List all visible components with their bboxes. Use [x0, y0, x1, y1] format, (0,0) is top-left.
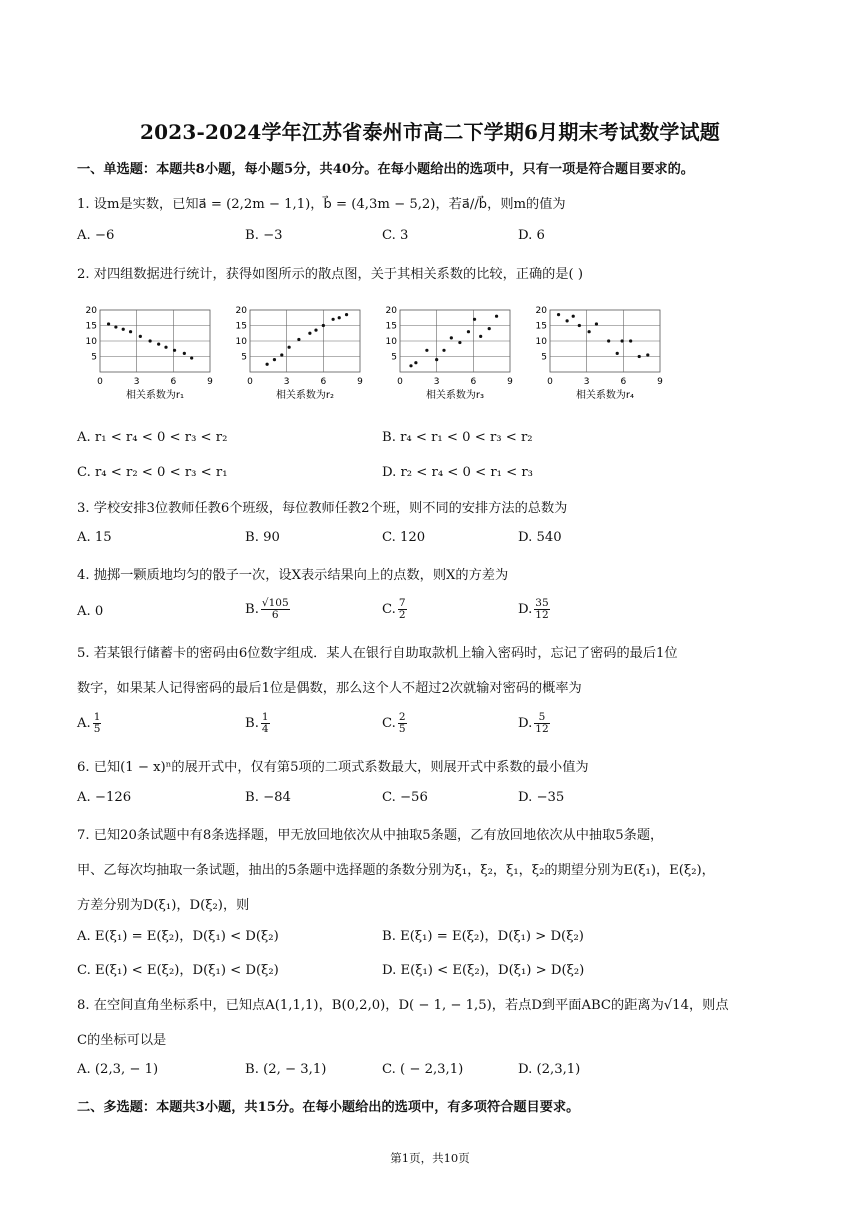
question-4-stem: 4. 抛掷一颗质地均匀的骰子一次，设X表示结果向上的点数，则X的方差为 [77, 568, 509, 583]
data-point [450, 336, 453, 339]
y-tick-label: 15 [235, 321, 247, 332]
x-tick-label: 9 [657, 377, 663, 387]
q1-option-a: A. −6 [77, 228, 115, 243]
data-point [409, 364, 412, 367]
x-tick-label: 0 [97, 377, 103, 387]
data-point [273, 358, 276, 361]
data-point [616, 352, 619, 355]
data-point [566, 319, 569, 322]
data-point [183, 352, 186, 355]
q5-option-b: B. $\frac{1}{4}$ [245, 711, 269, 735]
data-point [467, 330, 470, 333]
q6-option-b: B. −84 [245, 790, 291, 805]
data-point [157, 343, 160, 346]
plot-caption: 相关系数为r₃ [425, 390, 485, 401]
data-point [338, 316, 341, 319]
scatter-plot-2 [230, 300, 370, 410]
data-point [297, 338, 300, 341]
q3-option-d: D. 540 [518, 530, 562, 545]
data-point [122, 328, 125, 331]
y-tick-label: 20 [385, 306, 397, 316]
data-point [345, 313, 348, 316]
q4-option-b: B. $\frac{√105}{6}$ [245, 597, 289, 621]
question-7-stem-line1: 7. 已知20条试题中有8条选择题，甲无放回地依次从中抽取5条题，乙有放回地依次从中抽取5条题， [77, 828, 664, 843]
y-tick-label: 5 [541, 352, 547, 363]
q8-option-b: B. (2, − 3,1) [245, 1062, 327, 1077]
x-tick-label: 3 [433, 377, 440, 387]
data-point [322, 324, 325, 327]
data-point [107, 322, 110, 325]
q8-option-a: A. (2,3, − 1) [77, 1062, 159, 1077]
x-tick-label: 0 [397, 377, 403, 387]
data-point [114, 325, 117, 328]
question-8-stem-line1: 8. 在空间直角坐标系中，已知点A(1,1,1)，B(0,2,0)，D( − 1, − 1,5)，若点D到平面ABC的距离为√14，则点 [77, 998, 729, 1013]
x-tick-label: 6 [470, 377, 477, 387]
data-point [621, 339, 624, 342]
data-point [266, 363, 269, 366]
q3-option-c: C. 120 [382, 530, 426, 545]
section-multiple-choice: 二、多选题：本题共3小题，共15分。在每小题给出的选项中，有多项符合题目要求。 [77, 1100, 580, 1115]
plot-caption: 相关系数为r₂ [275, 390, 335, 401]
q5-option-d: D. $\frac{5}{12}$ [518, 711, 549, 735]
q4-option-a: A. 0 [77, 604, 104, 619]
data-point [414, 361, 417, 364]
data-point [557, 313, 560, 316]
x-tick-label: 3 [133, 377, 140, 387]
question-5-stem-line1: 5. 若某银行储蓄卡的密码由6位数字组成．某人在银行自助取款机上输入密码时，忘记了密码的最后1位 [77, 646, 678, 661]
data-point [308, 332, 311, 335]
question-2-stem: 2. 对四组数据进行统计，获得如图所示的散点图，关于其相关系数的比较，正确的是( ) [77, 267, 584, 282]
q8-option-c: C. ( − 2,3,1) [382, 1062, 464, 1077]
data-point [149, 339, 152, 342]
data-point [479, 335, 482, 338]
x-tick-label: 3 [283, 377, 290, 387]
q8-option-d: D. (2,3,1) [518, 1062, 581, 1077]
x-tick-label: 0 [547, 377, 553, 387]
q1-option-c: C. 3 [382, 228, 409, 243]
q7-option-c: C. E(ξ₁) < E(ξ₂)，D(ξ₁) < D(ξ₂) [77, 963, 279, 978]
q2-option-c: C. r₄ < r₂ < 0 < r₃ < r₁ [77, 465, 228, 480]
question-3-stem: 3. 学校安排3位教师任教6个班级，每位教师任教2个班，则不同的安排方法的总数为 [77, 501, 568, 516]
question-7-stem-line3: 方差分别为D(ξ₁)，D(ξ₂)，则 [77, 898, 250, 913]
data-point [190, 356, 193, 359]
y-tick-label: 15 [535, 321, 547, 332]
question-8-stem-line2: C的坐标可以是 [77, 1033, 167, 1048]
data-point [629, 339, 632, 342]
y-tick-label: 20 [85, 306, 97, 316]
plot-caption: 相关系数为r₁ [125, 390, 185, 401]
data-point [572, 315, 575, 318]
data-point [442, 349, 445, 352]
x-tick-label: 9 [357, 377, 363, 387]
q6-option-d: D. −35 [518, 790, 565, 805]
data-point [473, 318, 476, 321]
x-tick-label: 6 [620, 377, 627, 387]
y-tick-label: 10 [85, 337, 97, 347]
x-tick-label: 9 [207, 377, 213, 387]
data-point [607, 339, 610, 342]
scatter-plot-3 [380, 300, 520, 410]
q1-option-b: B. −3 [245, 228, 283, 243]
data-point [495, 315, 498, 318]
data-point [129, 330, 132, 333]
x-tick-label: 3 [583, 377, 590, 387]
q7-option-a: A. E(ξ₁) = E(ξ₂)，D(ξ₁) < D(ξ₂) [77, 929, 279, 944]
data-point [139, 335, 142, 338]
q6-option-c: C. −56 [382, 790, 428, 805]
q4-option-d: D. $\frac{35}{12}$ [518, 597, 549, 621]
y-tick-label: 5 [391, 352, 397, 363]
q6-option-a: A. −126 [77, 790, 132, 805]
scatter-plot-4 [530, 300, 670, 410]
data-point [638, 355, 641, 358]
y-tick-label: 10 [535, 337, 547, 347]
q3-option-a: A. 15 [77, 530, 112, 545]
data-point [435, 358, 438, 361]
x-tick-label: 0 [247, 377, 253, 387]
data-point [332, 318, 335, 321]
q2-option-b: B. r₄ < r₁ < 0 < r₃ < r₂ [382, 430, 533, 445]
page-title: 2023-2024学年江苏省泰州市高二下学期6月期末考试数学试题 [140, 120, 720, 144]
question-6-stem: 6. 已知(1 − x)ⁿ的展开式中，仅有第5项的二项式系数最大，则展开式中系数的最小值为 [77, 760, 589, 775]
data-point [646, 353, 649, 356]
x-tick-label: 9 [507, 377, 513, 387]
page-footer: 第1页，共10页 [390, 1151, 470, 1165]
q2-option-a: A. r₁ < r₄ < 0 < r₃ < r₂ [77, 430, 228, 445]
y-tick-label: 15 [385, 321, 397, 332]
y-tick-label: 5 [241, 352, 247, 363]
data-point [173, 349, 176, 352]
y-tick-label: 20 [535, 306, 547, 316]
data-point [488, 327, 491, 330]
q2-option-d: D. r₂ < r₄ < 0 < r₁ < r₃ [382, 465, 533, 480]
x-tick-label: 6 [320, 377, 327, 387]
data-point [595, 322, 598, 325]
data-point [314, 329, 317, 332]
question-1-stem: 1. 设m是实数，已知a⃗ = (2,2m − 1,1)，b⃗ = (4,3m − 5,2)，若a⃗//b⃗，则m的值为 [77, 197, 566, 212]
question-7-stem-line2: 甲、乙每次均抽取一条试题，抽出的5条题中选择题的条数分别为ξ₁，ξ₂，ξ₁，ξ₂的期望分别为E(ξ₁)，E(ξ₂)， [77, 863, 715, 878]
data-point [578, 324, 581, 327]
y-tick-label: 20 [235, 306, 247, 316]
data-point [280, 353, 283, 356]
data-point [164, 346, 167, 349]
y-tick-label: 10 [385, 337, 397, 347]
q4-option-c: C. $\frac{7}{2}$ [382, 597, 406, 621]
q1-option-d: D. 6 [518, 228, 545, 243]
question-5-stem-line2: 数字，如果某人记得密码的最后1位是偶数，那么这个人不超过2次就输对密码的概率为 [77, 681, 582, 696]
data-point [288, 346, 291, 349]
y-tick-label: 15 [85, 321, 97, 332]
q7-option-b: B. E(ξ₁) = E(ξ₂)，D(ξ₁) > D(ξ₂) [382, 929, 584, 944]
section-single-choice: 一、单选题：本题共8小题，每小题5分，共40分。在每小题给出的选项中，只有一项是符合题目要求的。 [77, 162, 694, 177]
plot-caption: 相关系数为r₄ [575, 390, 635, 401]
y-tick-label: 10 [235, 337, 247, 347]
q3-option-b: B. 90 [245, 530, 280, 545]
data-point [458, 341, 461, 344]
y-tick-label: 5 [91, 352, 97, 363]
x-tick-label: 6 [170, 377, 177, 387]
q5-option-c: C. $\frac{2}{5}$ [382, 711, 406, 735]
q5-option-a: A. $\frac{1}{5}$ [77, 711, 101, 735]
data-point [588, 330, 591, 333]
data-point [425, 349, 428, 352]
scatter-plot-1 [80, 300, 220, 410]
scatter-plots [80, 300, 680, 410]
q7-option-d: D. E(ξ₁) < E(ξ₂)，D(ξ₁) > D(ξ₂) [382, 963, 585, 978]
